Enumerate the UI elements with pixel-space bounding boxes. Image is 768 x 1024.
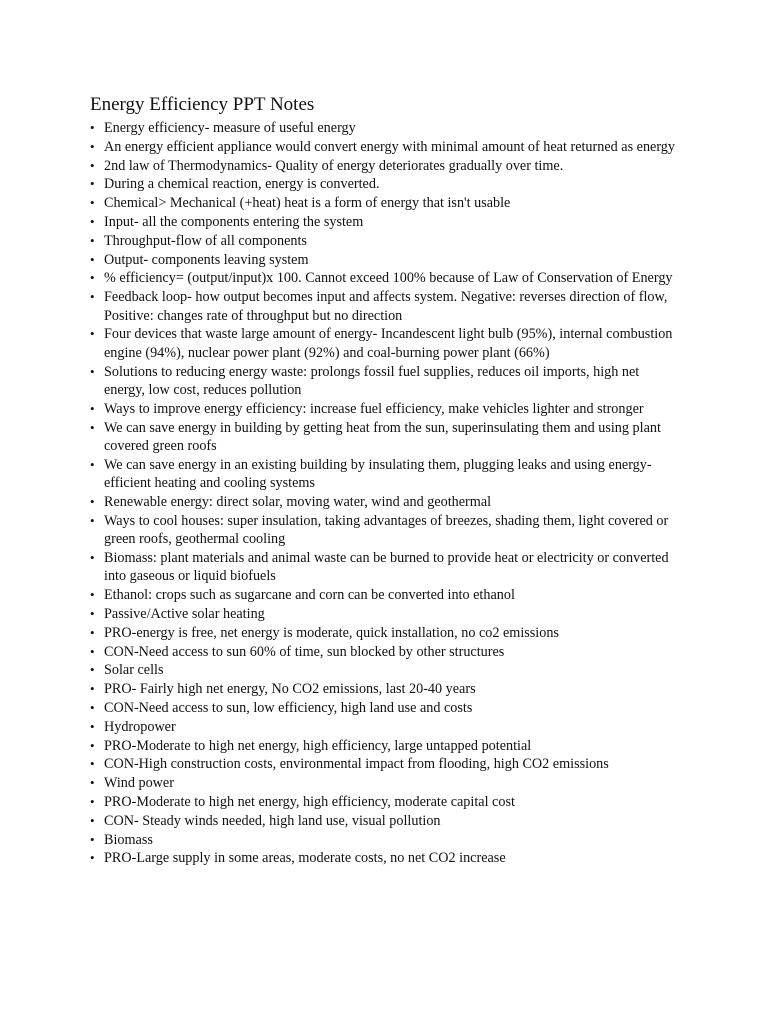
list-item: • During a chemical reaction, energy is converted.	[90, 175, 682, 193]
list-item: • PRO- Fairly high net energy, No CO2 emissions, last 20-40 years	[90, 680, 682, 698]
list-item: • Throughput-flow of all components	[90, 232, 682, 250]
list-item: • Passive/Active solar heating	[90, 605, 682, 623]
list-item: • PRO-Moderate to high net energy, high efficiency, moderate capital cost	[90, 793, 682, 811]
list-item: • CON-Need access to sun 60% of time, sun blocked by other structures	[90, 643, 682, 661]
list-item: • Biomass	[90, 831, 682, 849]
list-item: • Feedback loop- how output becomes input and affects system. Negative: reverses direction of flow, Positive: changes rate of throughput but no direction	[90, 288, 682, 325]
list-item: • An energy efficient appliance would convert energy with minimal amount of heat returned as energy	[90, 138, 682, 156]
document-title: Energy Efficiency PPT Notes	[90, 94, 315, 115]
list-item: • We can save energy in building by getting heat from the sun, superinsulating them and using plant covered green roofs	[90, 419, 682, 456]
list-item: • PRO-energy is free, net energy is moderate, quick installation, no co2 emissions	[90, 624, 682, 642]
list-item: • % efficiency= (output/input)x 100. Cannot exceed 100% because of Law of Conservation of Energy	[90, 269, 682, 287]
list-item: • Chemical> Mechanical (+heat) heat is a form of energy that isn't usable	[90, 194, 682, 212]
document-page	[90, 94, 682, 868]
list-item: • Output- components leaving system	[90, 251, 682, 269]
list-item: • Solar cells	[90, 661, 682, 679]
list-item: • Energy efficiency- measure of useful energy	[90, 119, 682, 137]
list-item: • 2nd law of Thermodynamics- Quality of energy deteriorates gradually over time.	[90, 157, 682, 175]
notes-list	[90, 119, 682, 868]
list-item: • PRO-Large supply in some areas, moderate costs, no net CO2 increase	[90, 849, 682, 867]
list-item: • Input- all the components entering the system	[90, 213, 682, 231]
list-item: • Ways to improve energy efficiency: increase fuel efficiency, make vehicles lighter and stronger	[90, 400, 682, 418]
list-item: • CON-Need access to sun, low efficiency, high land use and costs	[90, 699, 682, 717]
list-item: • CON-High construction costs, environmental impact from flooding, high CO2 emissions	[90, 755, 682, 773]
list-item: • Four devices that waste large amount of energy- Incandescent light bulb (95%), internal combustion engine (94%), nuclear power plant (92%) and coal-burning power plant (66%)	[90, 325, 682, 362]
list-item: • Hydropower	[90, 718, 682, 736]
list-item: • Renewable energy: direct solar, moving water, wind and geothermal	[90, 493, 682, 511]
list-item: • Ways to cool houses: super insulation, taking advantages of breezes, shading them, light covered or green roofs, geothermal cooling	[90, 512, 682, 549]
list-item: • We can save energy in an existing building by insulating them, plugging leaks and using energy-efficient heating and cooling systems	[90, 456, 682, 493]
list-item: • Biomass: plant materials and animal waste can be burned to provide heat or electricity or converted into gaseous or liquid biofuels	[90, 549, 682, 586]
list-item: • Solutions to reducing energy waste: prolongs fossil fuel supplies, reduces oil imports, high net energy, low cost, reduces pollution	[90, 363, 682, 400]
list-item: • Ethanol: crops such as sugarcane and corn can be converted into ethanol	[90, 586, 682, 604]
list-item: • CON- Steady winds needed, high land use, visual pollution	[90, 812, 682, 830]
list-item: • PRO-Moderate to high net energy, high efficiency, large untapped potential	[90, 737, 682, 755]
list-item: • Wind power	[90, 774, 682, 792]
